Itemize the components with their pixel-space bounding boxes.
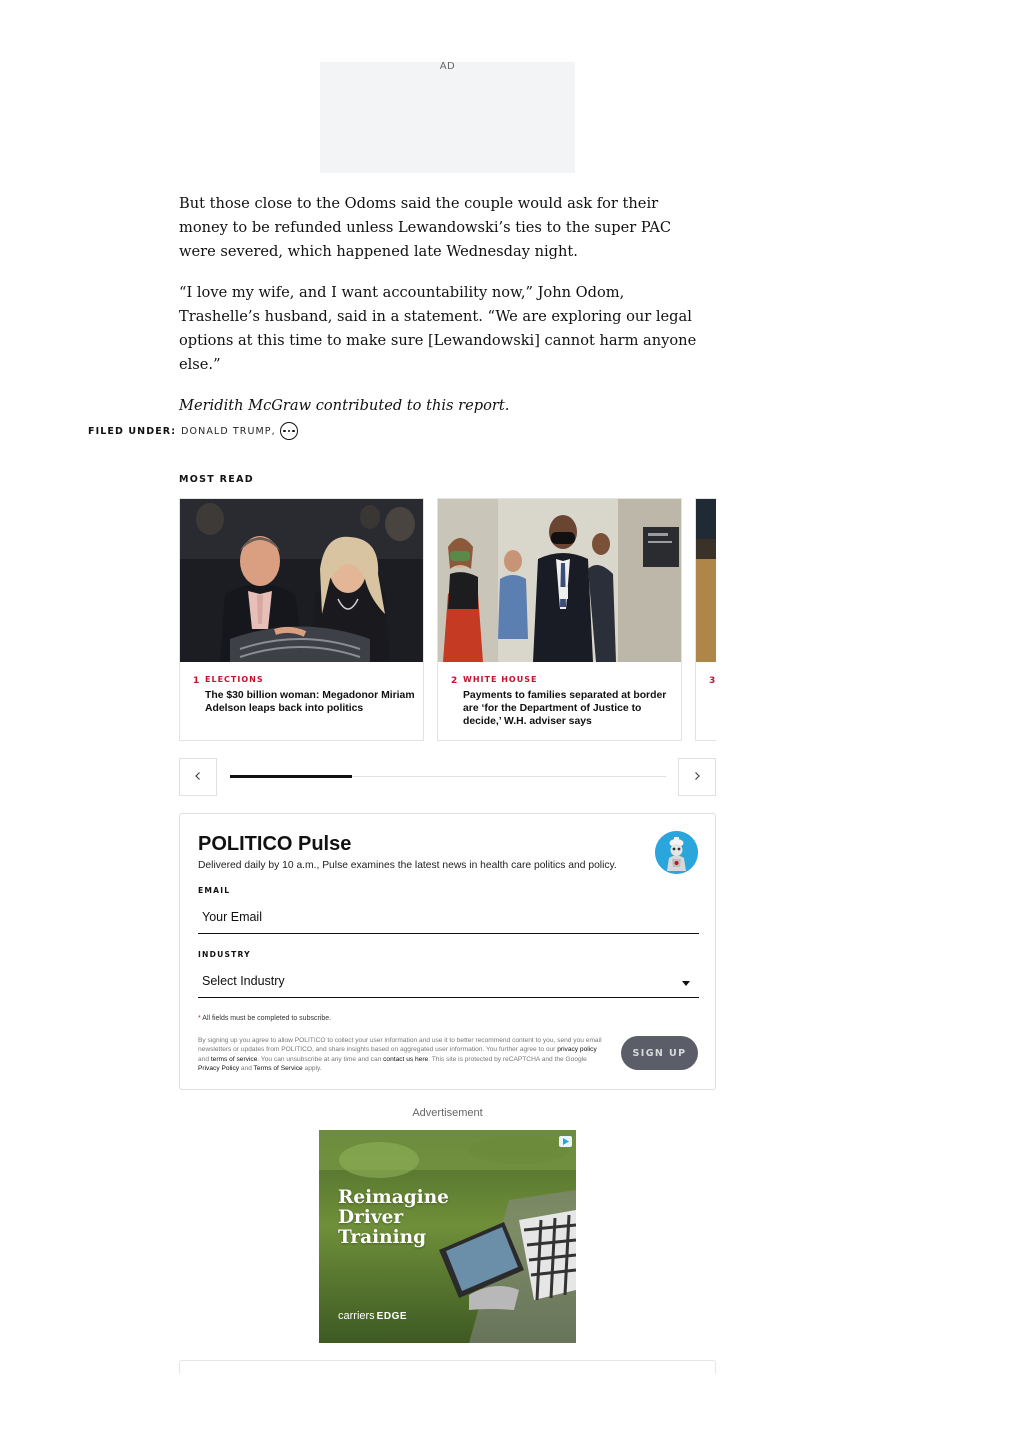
legal-text: and bbox=[239, 1065, 254, 1073]
ad-brand-logo bbox=[338, 1310, 407, 1322]
most-read-heading: MOST READ bbox=[179, 474, 254, 485]
most-read-card[interactable] bbox=[695, 498, 716, 741]
ad-brand-suffix: EDGE bbox=[376, 1311, 408, 1322]
required-star: * bbox=[198, 1015, 201, 1022]
ad-brand-name: carriers bbox=[338, 1310, 375, 1322]
pulse-mascot-icon bbox=[655, 831, 698, 874]
chevron-right-icon bbox=[692, 769, 702, 785]
rank-number: 2 bbox=[451, 676, 458, 686]
google-terms-link[interactable]: Terms of Service bbox=[253, 1065, 303, 1073]
top-ad-slot[interactable] bbox=[320, 62, 575, 173]
email-field[interactable]: Your Email bbox=[198, 904, 699, 934]
required-note-text: All fields must be completed to subscribe. bbox=[202, 1015, 332, 1022]
google-privacy-link[interactable]: Privacy Policy bbox=[198, 1065, 240, 1073]
advertisement-banner[interactable] bbox=[319, 1130, 576, 1343]
article-body bbox=[179, 192, 709, 435]
article-photo[interactable] bbox=[438, 499, 681, 662]
legal-text: and bbox=[198, 1055, 211, 1063]
legal-text: By signing up you agree to allow POLITICO to collect your user information and use it to better recommend content to you, send you email newsletters or updates from POLITICO, and share insights based on aggregated user information. You further agree to our bbox=[198, 1037, 602, 1054]
adchoices-icon[interactable] bbox=[559, 1132, 572, 1143]
privacy-policy-link[interactable]: privacy policy bbox=[557, 1046, 597, 1054]
filed-under-tag-link[interactable]: DONALD TRUMP, bbox=[181, 425, 276, 437]
section-label[interactable]: ELECTIONS bbox=[205, 675, 264, 684]
legal-text: . This site is protected by reCAPTCHA and the Google bbox=[428, 1055, 587, 1063]
email-field-label: EMAIL bbox=[198, 886, 231, 895]
legal-text: apply. bbox=[302, 1065, 322, 1073]
legal-text: . You can unsubscribe at any time and can bbox=[257, 1055, 384, 1063]
terms-of-service-link[interactable]: terms of service bbox=[210, 1055, 258, 1063]
carousel-next-button[interactable] bbox=[678, 758, 716, 796]
ellipsis-circle-icon[interactable] bbox=[280, 422, 298, 440]
filed-under-label: FILED UNDER: bbox=[88, 425, 177, 437]
most-read-card[interactable] bbox=[437, 498, 682, 741]
chevron-left-icon bbox=[193, 769, 203, 785]
article-paragraph: “I love my wife, and I want accountability now,” John Odom, Trashelle’s husband, said in a statement. “We are exploring our legal options at this time to make sure [Lewandowski] cannot harm anyone else.” bbox=[179, 284, 697, 373]
article-paragraph: But those close to the Odoms said the couple would ask for their money to be refunded unless Lewandowski’s ties to the super PAC were severed, which happened late Wednesday night. bbox=[179, 195, 672, 260]
most-read-card[interactable] bbox=[179, 498, 424, 741]
card-headline[interactable]: Payments to families separated at border are ‘for the Department of Justice to decide,’ W.H. adviser says bbox=[463, 690, 667, 727]
carousel-progress-indicator bbox=[230, 775, 352, 778]
rank-number: 3 bbox=[709, 676, 716, 686]
section-label[interactable]: WHITE HOUSE bbox=[463, 675, 538, 684]
article-photo[interactable] bbox=[696, 499, 716, 662]
newsletter-description: Delivered daily by 10 a.m., Pulse examines the latest news in health care politics and policy. bbox=[198, 860, 617, 871]
legal-disclaimer bbox=[198, 1036, 608, 1074]
industry-selected-value: Select Industry bbox=[202, 974, 285, 988]
next-module-box bbox=[179, 1360, 716, 1374]
contact-us-link[interactable]: contact us here bbox=[383, 1055, 429, 1063]
sign-up-button[interactable]: SIGN UP bbox=[621, 1036, 698, 1070]
required-note bbox=[198, 1015, 331, 1022]
industry-field-label: INDUSTRY bbox=[198, 950, 251, 959]
ad-label: AD bbox=[439, 61, 456, 72]
most-read-carousel bbox=[179, 498, 716, 742]
newsletter-title: POLITICO Pulse bbox=[198, 833, 352, 855]
newsletter-signup bbox=[179, 813, 716, 1090]
rank-number: 1 bbox=[193, 676, 200, 686]
caret-down-icon bbox=[682, 981, 690, 986]
industry-select[interactable] bbox=[198, 968, 699, 998]
advertisement-label: Advertisement bbox=[412, 1107, 483, 1119]
carousel-prev-button[interactable] bbox=[179, 758, 217, 796]
ad-headline: Reimagine Driver Training bbox=[338, 1187, 449, 1248]
filed-under bbox=[88, 422, 298, 440]
article-credit: Meridith McGraw contributed to this report. bbox=[179, 397, 510, 414]
article-photo[interactable] bbox=[180, 499, 423, 662]
card-headline[interactable]: The $30 billion woman: Megadonor Miriam Adelson leaps back into politics bbox=[205, 690, 415, 714]
